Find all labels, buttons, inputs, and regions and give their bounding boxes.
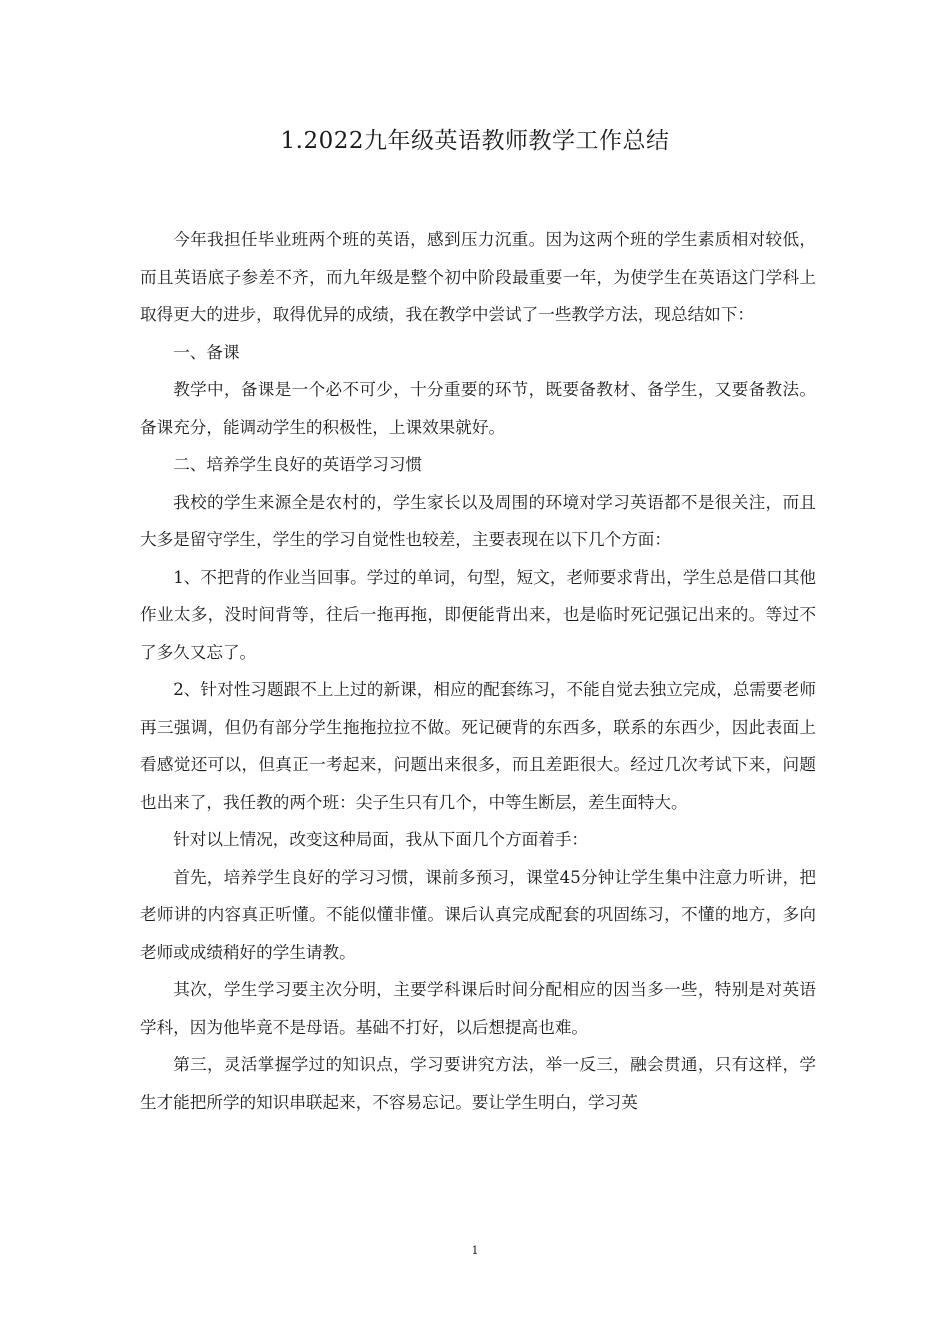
paragraph-intro: 今年我担任毕业班两个班的英语，感到压力沉重。因为这两个班的学生素质相对较低，而且英语底子参差不齐，而九年级是整个初中阶段最重要一年，为使学生在英语这门学科上取得更大的进步，取得优异的成绩，我在教学中尝试了一些教学方法，现总结如下： — [140, 230, 816, 324]
document-title: 1.2022九年级英语教师教学工作总结 — [280, 128, 670, 154]
paragraph-third: 第三，灵活掌握学过的知识点，学习要讲究方法，举一反三，融会贯通，只有这样，学生才能把所学的知识串联起来，不容易忘记。要让学生明白，学习英 — [140, 1055, 816, 1112]
paragraph-point-1: 1、不把背的作业当回事。学过的单词，句型，短文，老师要求背出，学生总是借口其他作业太多，没时间背等，往后一拖再拖，即便能背出来，也是临时死记强记出来的。等过不了多久又忘了。 — [140, 567, 816, 662]
paragraph-response: 针对以上情况，改变这种局面，我从下面几个方面着手： — [173, 830, 589, 849]
paragraph-first: 首先，培养学生良好的学习习惯，课前多预习，课堂45分钟让学生集中注意力听讲，把老师讲的内容真正听懂。不能似懂非懂。课后认真完成配套的巩固练习，不懂的地方，多向老师或成绩稍好的学生请教。 — [140, 867, 816, 962]
paragraph-lesson-prep: 教学中，备课是一个必不可少，十分重要的环节，既要备教材、备学生，又要备教法。备课充分，能调动学生的积极性，上课效果就好。 — [140, 380, 816, 437]
paragraph-second: 其次，学生学习要主次分明，主要学科课后时间分配相应的因当多一些，特别是对英语学科，因为他毕竟不是母语。基础不打好，以后想提高也难。 — [140, 980, 816, 1037]
section-heading-lesson-prep: 一、备课 — [173, 342, 240, 362]
page-number: 1 — [471, 1244, 479, 1257]
document-body — [140, 221, 816, 1121]
paragraph-point-2: 2、针对性习题跟不上上过的新课，相应的配套练习，不能自觉去独立完成，总需要老师再三强调，但仍有部分学生拖拖拉拉不做。死记硬背的东西多，联系的东西少，因此表面上看感觉还可以，但真正一考起来，问题出来很多，而且差距很大。经过几次考试下来，问题也出来了，我任教的两个班：尖子生只有几个，中等生断层，差生面特大。 — [140, 680, 816, 812]
section-heading-study-habits: 二、培养学生良好的英语学习习惯 — [173, 455, 423, 474]
paragraph-student-background: 我校的学生来源全是农村的，学生家长以及周围的环境对学习英语都不是很关注，而且大多是留守学生，学生的学习自觉性也较差，主要表现在以下几个方面： — [140, 492, 816, 549]
